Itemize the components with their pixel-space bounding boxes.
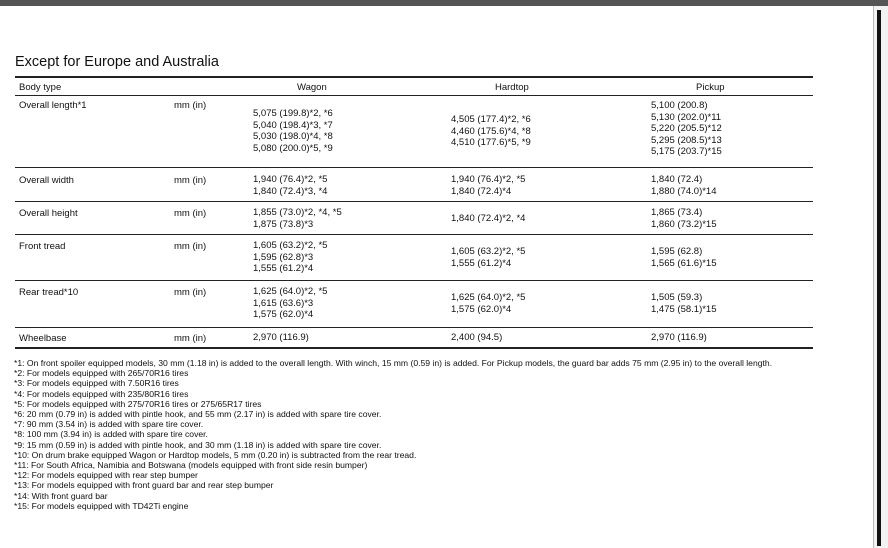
header-wagon: Wagon: [297, 82, 327, 93]
footnote: *13: For models equipped with front guard bar and rear step bumper: [14, 480, 274, 491]
value-line: 1,595 (62.8)*3: [253, 251, 314, 263]
value-line: 5,295 (208.5)*13: [651, 134, 722, 146]
cell-hardtop-overall-width: [451, 174, 525, 197]
value-line: 1,555 (61.2)*4: [451, 257, 512, 269]
row-label-front-tread: Front tread: [19, 241, 66, 252]
value-line: 1,615 (63.6)*3: [253, 297, 314, 309]
cell-pickup-overall-height: [651, 207, 717, 230]
header-top-rule: [15, 76, 813, 78]
footnote: *8: 100 mm (3.94 in) is added with spare tire cover.: [14, 429, 208, 440]
value-line: 1,855 (73.0)*2, *4, *5: [253, 207, 342, 218]
value-line: 1,940 (76.4)*2, *5: [253, 174, 328, 185]
footnote: *3: For models equipped with 7.50R16 tires: [14, 378, 179, 389]
value-line: 1,940 (76.4)*2, *5: [451, 174, 526, 185]
value-line: 1,860 (73.2)*15: [651, 218, 717, 230]
value-line: 1,555 (61.2)*4: [253, 263, 314, 274]
value-line: 1,840 (72.4): [651, 174, 703, 185]
cell-wagon-wheelbase: [253, 332, 309, 344]
footnote: *15: For models equipped with TD42Ti engine: [14, 500, 189, 511]
value-line: 5,175 (203.7)*15: [651, 146, 722, 157]
value-line: 5,220 (205.5)*12: [651, 123, 722, 134]
cell-wagon-overall-width: [253, 174, 327, 197]
row-divider: [15, 327, 813, 328]
row-label-overall-width: Overall width: [19, 175, 74, 186]
value-line: 4,505 (177.4)*2, *6: [451, 114, 531, 125]
value-line: 1,575 (62.0)*4: [451, 303, 512, 315]
cell-hardtop-front-tread: [451, 246, 525, 269]
value-line: 1,595 (62.8): [651, 246, 703, 257]
cell-wagon-rear-tread: [253, 286, 327, 321]
cell-pickup-front-tread: [651, 246, 717, 269]
cell-hardtop-overall-height: [451, 213, 525, 225]
row-unit: mm (in): [174, 241, 207, 252]
row-unit: mm (in): [174, 208, 207, 219]
row-label-overall-length: Overall length*1: [19, 100, 87, 111]
value-line: 1,625 (64.0)*2, *5: [253, 286, 328, 297]
cell-wagon-overall-length: [253, 108, 333, 154]
row-unit: mm (in): [174, 287, 207, 298]
page-title: Except for Europe and Australia: [15, 54, 219, 70]
cell-hardtop-overall-length: [451, 114, 531, 149]
value-line: 2,970 (116.9): [651, 332, 707, 343]
page-edge-frame: [873, 6, 888, 548]
footnote: *12: For models equipped with rear step bumper: [14, 470, 198, 481]
value-line: 1,575 (62.0)*4: [253, 309, 314, 320]
footnote: *6: 20 mm (0.79 in) is added with pintle hook, and 55 mm (2.17 in) is added with spare tire cover.: [14, 409, 382, 420]
window-top-bar: [0, 0, 888, 6]
value-line: 1,505 (59.3): [651, 292, 703, 303]
value-line: 1,880 (74.0)*14: [651, 185, 717, 197]
value-line: 1,605 (63.2)*2, *5: [451, 246, 526, 257]
header-bottom-rule: [15, 95, 813, 96]
value-line: 5,100 (200.8): [651, 100, 708, 111]
value-line: 2,400 (94.5): [451, 332, 503, 343]
cell-pickup-overall-width: [651, 174, 717, 197]
value-line: 1,565 (61.6)*15: [651, 257, 717, 269]
value-line: 1,865 (73.4): [651, 207, 703, 218]
footnote: *9: 15 mm (0.59 in) is added with pintle hook, and 30 mm (1.18 in) is added with spare tire cover.: [14, 439, 382, 450]
footnote: *14: With front guard bar: [14, 490, 108, 501]
value-line: 1,840 (72.4)*2, *4: [451, 213, 526, 224]
value-line: 1,605 (63.2)*2, *5: [253, 240, 328, 251]
row-divider: [15, 167, 813, 168]
value-line: 5,030 (198.0)*4, *8: [253, 131, 333, 142]
value-line: 1,875 (73.8)*3: [253, 218, 314, 230]
footnote: *7: 90 mm (3.54 in) is added with spare tire cover.: [14, 419, 204, 430]
value-line: 1,625 (64.0)*2, *5: [451, 292, 526, 303]
header-pickup: Pickup: [696, 82, 725, 93]
value-line: 1,475 (58.1)*15: [651, 303, 717, 315]
cell-wagon-front-tread: [253, 240, 327, 275]
row-label-overall-height: Overall height: [19, 208, 78, 219]
value-line: 1,840 (72.4)*3, *4: [253, 185, 328, 197]
footnote: *2: For models equipped with 265/70R16 tires: [14, 368, 189, 379]
row-unit: mm (in): [174, 175, 207, 186]
cell-wagon-overall-height: [253, 207, 342, 230]
footnote: *10: On drum brake equipped Wagon or Hardtop models, 5 mm (0.20 in) is subtracted from the rear tread.: [14, 449, 417, 460]
header-body-type: Body type: [19, 82, 62, 93]
row-divider: [15, 234, 813, 235]
value-line: 4,510 (177.6)*5, *9: [451, 137, 531, 148]
row-divider: [15, 201, 813, 202]
footnotes: [14, 358, 819, 511]
cell-pickup-rear-tread: [651, 292, 717, 315]
cell-hardtop-wheelbase: [451, 332, 502, 344]
value-line: 5,080 (200.0)*5, *9: [253, 142, 333, 154]
value-line: 5,040 (198.4)*3, *7: [253, 119, 333, 131]
footnote: *4: For models equipped with 235/80R16 tires: [14, 388, 189, 399]
row-unit: mm (in): [174, 100, 207, 111]
row-unit: mm (in): [174, 333, 207, 344]
value-line: 2,970 (116.9): [253, 332, 309, 343]
table-bottom-rule: [15, 347, 813, 349]
cell-pickup-wheelbase: [651, 332, 707, 344]
value-line: 1,840 (72.4)*4: [451, 185, 512, 197]
footnote: *1: On front spoiler equipped models, 30 mm (1.18 in) is added to the overall length. With winch, 15 mm (0.59 in) is added. For Pickup models, the guard bar adds 75 mm (2.95 in) to the overall length.: [14, 358, 773, 368]
footnote: *5: For models equipped with 275/70R16 tires or 275/65R17 tires: [14, 398, 262, 409]
cell-hardtop-rear-tread: [451, 292, 525, 315]
value-line: 5,075 (199.8)*2, *6: [253, 108, 333, 119]
row-label-rear-tread: Rear tread*10: [19, 287, 79, 298]
header-hardtop: Hardtop: [495, 82, 529, 93]
footnote: *11: For South Africa, Namibia and Botswana (models equipped with front side resin bumper): [14, 460, 368, 471]
value-line: 4,460 (175.6)*4, *8: [451, 125, 531, 137]
value-line: 5,130 (202.0)*11: [651, 111, 722, 123]
cell-pickup-overall-length: [651, 100, 722, 158]
row-divider: [15, 280, 813, 281]
row-label-wheelbase: Wheelbase: [19, 333, 67, 344]
